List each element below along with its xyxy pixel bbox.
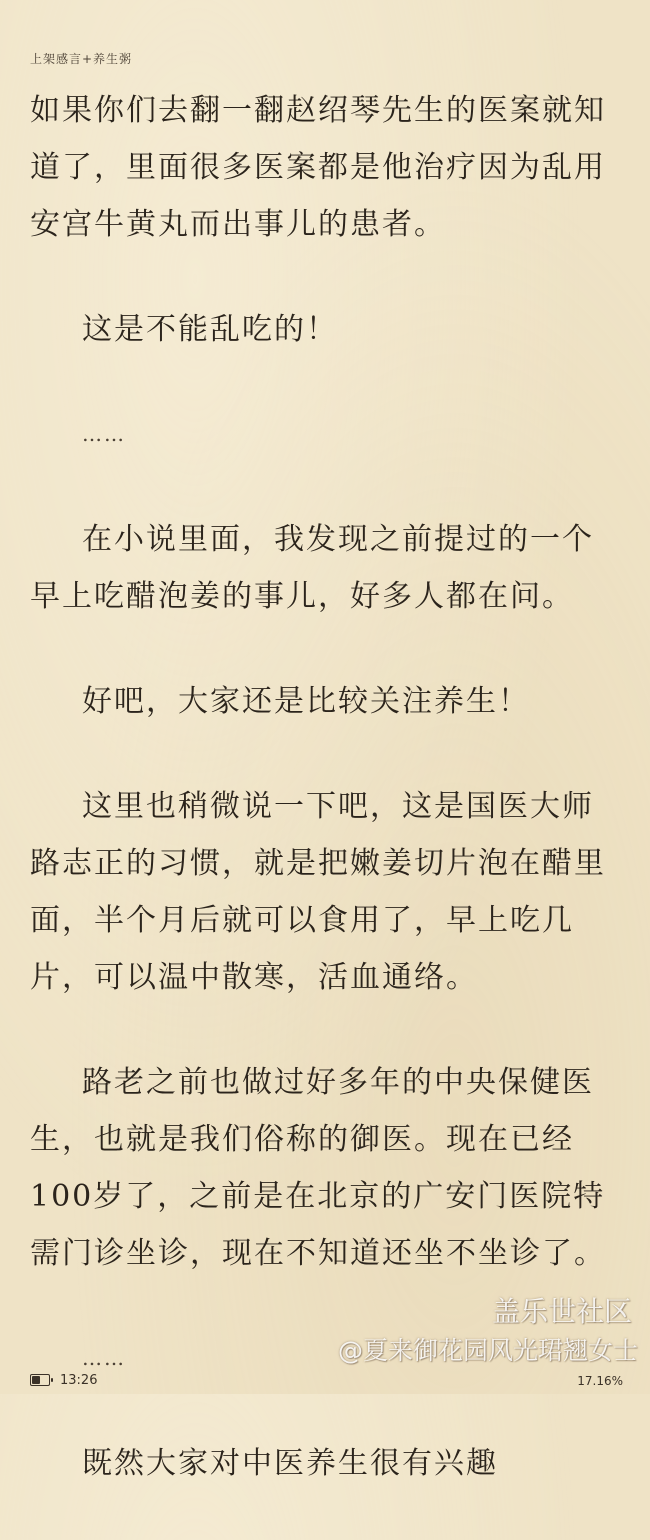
paragraph: 这里也稍微说一下吧，这是国医大师路志正的习惯，就是把嫩姜切片泡在醋里面，半个月后就可以食用了，早上吃几片，可以温中散寒，活血通络。 [30,789,606,995]
paragraph: 既然大家对中医养生很有兴趣 [82,1446,498,1481]
watermark-site: 盖乐世社区 [491,1295,632,1328]
battery-level [32,1376,40,1384]
reader-status-bar [0,1366,650,1394]
paragraph: 在小说里面，我发现之前提过的一个早上吃醋泡姜的事儿，好多人都在问。 [30,522,594,614]
reading-progress: 17.16% [577,1374,623,1388]
book-title: 上架感言+养生粥 [30,52,133,66]
paragraph: 如果你们去翻一翻赵绍琴先生的医案就知道了，里面很多医案都是他治疗因为乱用安宫牛黄丸而出事儿的患者。 [30,93,606,242]
clock-time: 13:26 [60,1373,98,1388]
reader-content[interactable] [30,82,625,1540]
paragraph: 路老之前也做过好多年的中央保健医生，也就是我们俗称的御医。现在已经100岁了，之前是在北京的广安门医院特需门诊坐诊，现在不知道还坐不坐诊了。 [30,1065,606,1271]
paragraph: 好吧，大家还是比较关注养生！ [82,684,530,719]
battery-icon [30,1374,50,1386]
ellipsis-divider: …… [82,422,126,446]
watermark-author: @夏来御花园风光珺翘女士 [337,1336,638,1365]
paragraph: 这是不能乱吃的！ [82,312,338,347]
ellipsis-divider: …… [82,1346,126,1370]
